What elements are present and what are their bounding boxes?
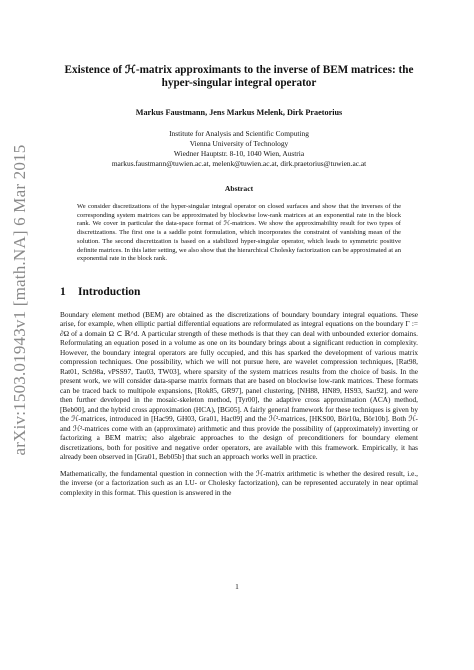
author-emails: markus.faustmann@tuwien.ac.at, melenk@tuwien.ac.at, dirk.praetorius@tuwien.ac.at [111, 159, 367, 168]
paper-page [60, 64, 418, 504]
paper-title: Existence of ℋ-matrix approximants to the inverse of BEM matrices: the hyper-singular integral operator [64, 64, 414, 89]
body-paragraph: Mathematically, the fundamental question in connection with the ℋ-matrix arithmetic is whether the desired result, i.e., the inverse (or a factorization such as an LU- or Cholesky factorization), can be represented accurately in near optimal complexity in this format. This question is answered in the [60, 468, 418, 497]
section-body [60, 310, 418, 498]
affiliation-line: Vienna University of Technology [189, 139, 289, 148]
section-heading [60, 286, 418, 298]
body-paragraph: Boundary element method (BEM) are obtained as the discretizations of boundary boundary integral equations. These arise, for example, when elliptic partial differential equations are reformulated as integral equations on the boundary Γ := ∂Ω of a domain Ω ⊂ ℝ^d. A particular strength of these methods is that they can deal with unbounded exterior domains. Reformulating an equation posed in a volume as one on its boundary brings about a significant reduction in complexity. However, the boundary integral operators are fully occupied, and this has sparked the development of various matrix compression techniques. One possibility, which we will not pursue here, are wavelet compression techniques, [Rat98, Rat01, Sch98a, vPSS97, Tau03, TW03], where sparsity of the system matrices results from the choice of basis. In the present work, we will consider data-sparse matrix formats that are based on blockwise low-rank matrices. These formats can be traced back to multipole expansions, [Rok85, GR97], panel clustering, [NH88, HN89, HS93, Sau92], and were then further developed in the mosaic-skeleton method, [Tyr00], the adaptive cross approximation (ACA) method, [Beb00], and the hybrid cross approximation (HCA), [BG05]. A fairly general framework for these techniques is given by the ℋ-matrices, introduced in [Hac99, GH03, Gra01, Hac09] and the ℋ²-matrices, [HKS00, Bör10a, Bör10b]. Both ℋ- and ℋ²-matrices come with an (approximate) arithmetic and thus provide the possibility of (approximately) inverting or factorizing a BEM matrix; also algebraic approaches to the design of preconditioners for boundary element discretizations, both for positive and negative order operators, are available with this framework. Empirically, it has already been observed in [Gra01, Beb05b] that such an approach works well in practice. [60, 309, 418, 462]
section-title: Introduction [78, 285, 141, 298]
abstract-heading: Abstract [224, 184, 254, 193]
arxiv-stamp: arXiv:1503.01943v1 [math.NA] 6 Mar 2015 [10, 144, 29, 456]
section-number: 1 [60, 285, 66, 298]
paper-authors: Markus Faustmann, Jens Markus Melenk, Dirk Praetorius [135, 108, 343, 117]
affiliation-line: Institute for Analysis and Scientific Computing [169, 129, 309, 138]
abstract-text: We consider discretizations of the hyper-singular integral operator on closed surfaces and show that the inverses of the corresponding system matrices can be approximated by blockwise low-rank matrices at an exponential rate in the block rank. We cover in particular the data-space format of ℋ-matrices. We show the approximability result for two types of discretizations. The first one is a saddle point formulation, which incorporates the constraint of vanishing mean of the solution. The second discretization is based on a stabilized hyper-singular operator, which leads to symmetric positive definite matrices. In this latter setting, we also show that the hierarchical Cholesky factorization can be approximated at an exponential rate in the block rank. [77, 203, 401, 263]
affiliation-line: Wiedner Hauptstr. 8-10, 1040 Wien, Austria [173, 149, 305, 158]
page-number: 1 [235, 582, 239, 591]
affiliation-block [60, 129, 418, 169]
arxiv-stamp-strip [5, 0, 35, 670]
